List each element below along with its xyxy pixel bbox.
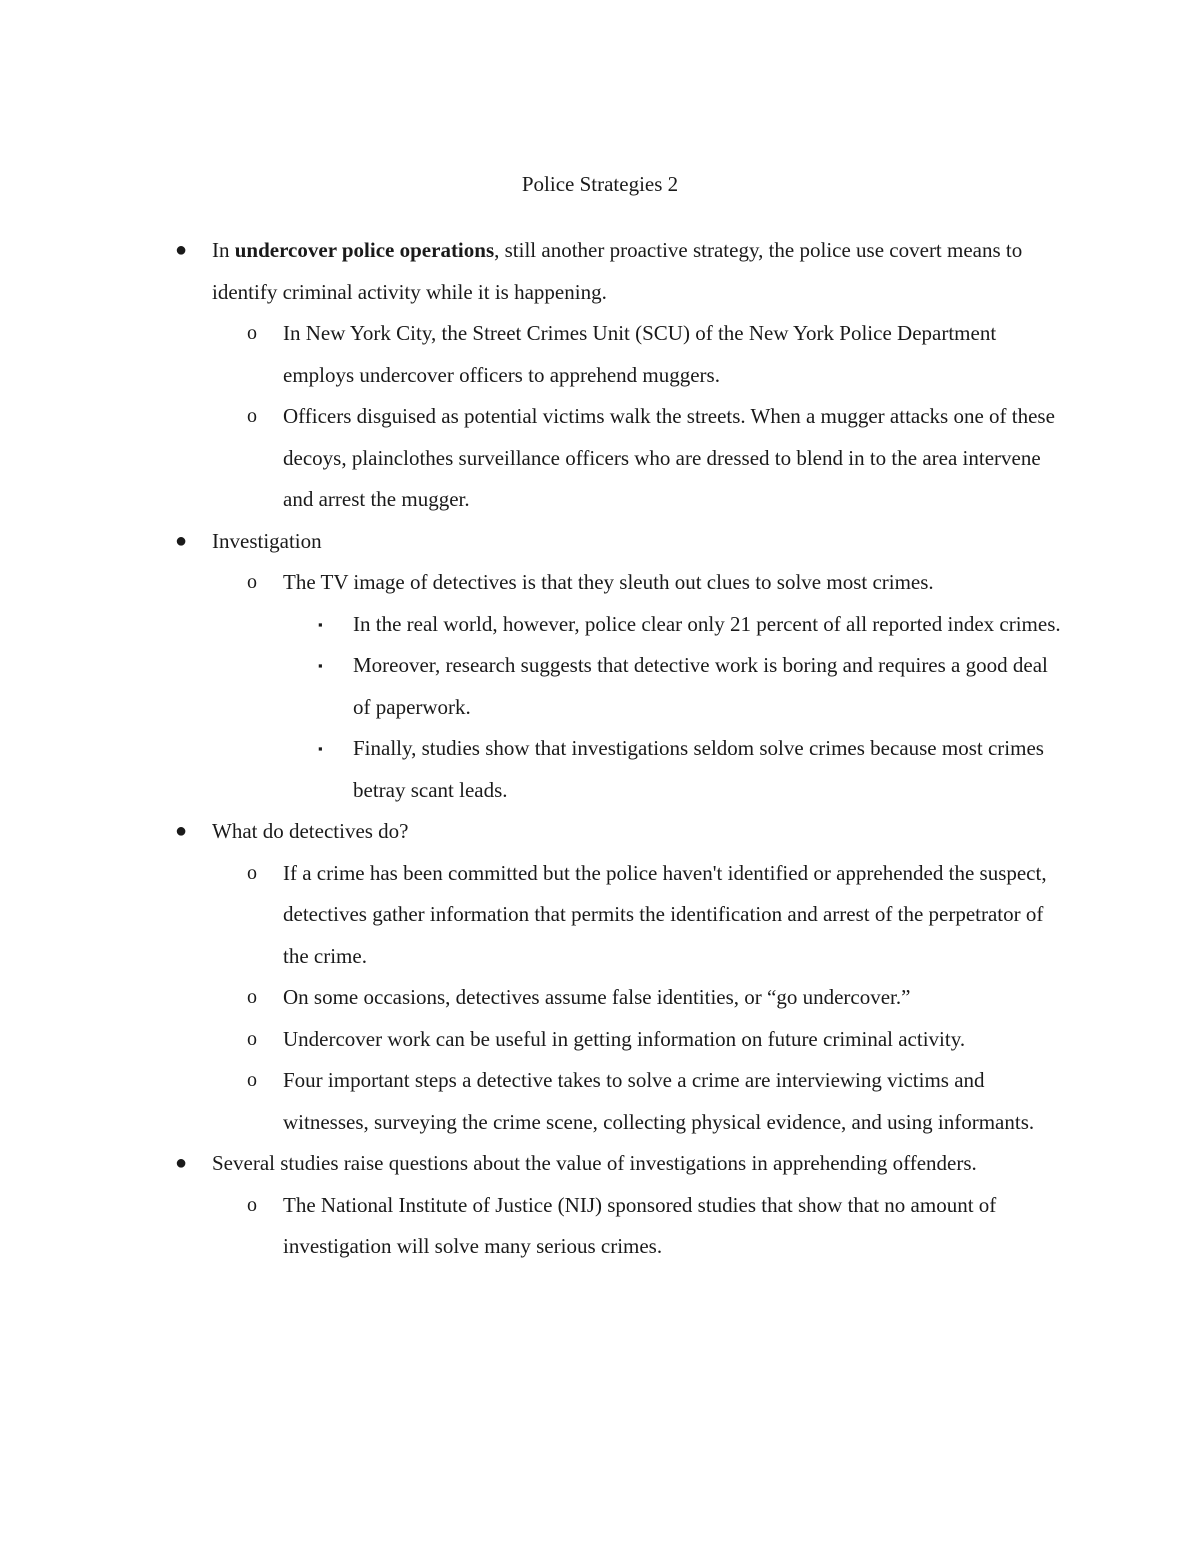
item-text: Four important steps a detective takes to solve a crime are interviewing victims and witnesses, surveying the crime scene, collecting physical evidence, and using informants. [283, 1068, 1035, 1134]
bullet-item [0, 230, 1062, 313]
item-text: The TV image of detectives is that they sleuth out clues to solve most crimes. [283, 570, 934, 594]
circle-marker: o [247, 861, 257, 884]
sub-bullet-item [0, 1060, 1063, 1143]
square-marker: ▪ [318, 616, 323, 632]
item-text: Moreover, research suggests that detective work is boring and requires a good deal of paperwork. [353, 653, 1048, 719]
document-body [0, 230, 1200, 1268]
sub-bullet-item [0, 853, 1063, 978]
circle-marker: o [247, 1069, 257, 1091]
page-title: Police Strategies 2 [521, 172, 679, 196]
circle-marker: o [247, 322, 257, 344]
circle-marker: o [247, 405, 257, 427]
sub-sub-bullet-item [0, 645, 1063, 728]
circle-marker: o [247, 571, 257, 593]
item-text-prefix: In [212, 238, 235, 262]
circle-marker: o [247, 1193, 257, 1216]
bullet-marker: ● [175, 529, 188, 552]
bullet-marker: ● [175, 820, 188, 842]
circle-marker: o [247, 986, 257, 1008]
item-text: If a crime has been committed but the police haven't identified or apprehended the suspect, detectives gather information that permits the identification and arrest of the perpetrator of the crime. [283, 860, 1047, 968]
square-marker: ▪ [318, 741, 323, 756]
bullet-marker: ● [175, 1152, 188, 1174]
item-text: What do detectives do? [212, 819, 409, 843]
sub-bullet-item [0, 396, 1063, 521]
item-text: Several studies raise questions about the value of investigations in apprehending offenders. [212, 1151, 977, 1175]
item-text: Officers disguised as potential victims walk the streets. When a mugger attacks one of these decoys, plainclothes surveillance officers who are dressed to blend in to the area intervene and arrest the mugger. [283, 404, 1055, 511]
item-text-suffix: , still another proactive strategy, the police use covert means to identify criminal activity while it is happening. [212, 238, 1023, 304]
item-text: In the real world, however, police clear only 21 percent of all reported index crimes. [353, 611, 1061, 636]
sub-bullet-item [0, 1185, 1063, 1268]
square-marker: ▪ [318, 658, 323, 673]
sub-sub-bullet-item [0, 728, 1063, 811]
sub-bullet-item [0, 1019, 1063, 1061]
item-text-bold: undercover police operations [234, 238, 495, 262]
sub-bullet-item [0, 562, 1063, 604]
item-text: Undercover work can be useful in getting information on future criminal activity. [283, 1026, 966, 1051]
item-text: On some occasions, detectives assume false identities, or “go undercover.” [283, 985, 911, 1009]
item-text: The National Institute of Justice (NIJ) sponsored studies that show that no amount of investigation will solve many serious crimes. [283, 1192, 997, 1258]
bullet-item [0, 1143, 1062, 1185]
circle-marker: o [247, 1027, 257, 1050]
sub-bullet-item [0, 313, 1063, 396]
item-text: Investigation [212, 528, 322, 553]
sub-bullet-item [0, 977, 1063, 1019]
item-text: Finally, studies show that investigations seldom solve crimes because most crimes betray scant leads. [353, 736, 1044, 802]
sub-sub-bullet-item [0, 604, 1063, 646]
bullet-item [0, 811, 1062, 853]
bullet-item [0, 521, 1062, 563]
bullet-marker: ● [175, 239, 188, 261]
item-text: In New York City, the Street Crimes Unit (SCU) of the New York Police Department employs undercover officers to apprehend muggers. [283, 321, 997, 387]
